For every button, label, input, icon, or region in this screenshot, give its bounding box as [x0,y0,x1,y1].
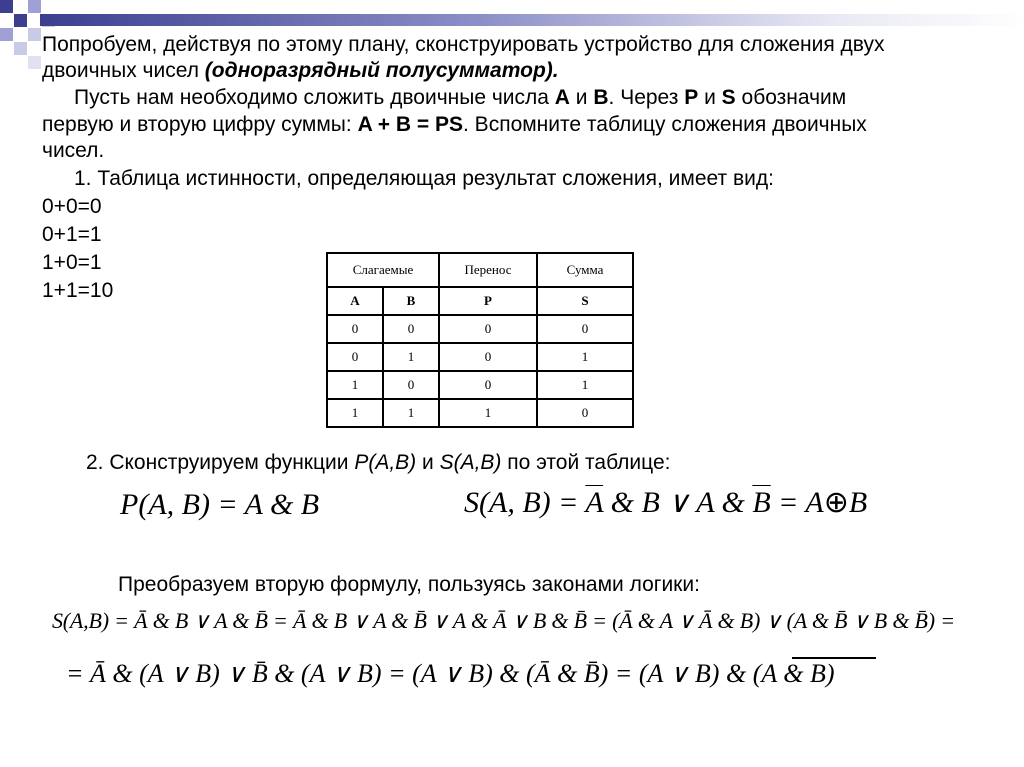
table-cell: 0 [383,315,439,343]
paragraph2-line2: первую и вторую цифру суммы: A + B = PS. Вспомните таблицу сложения двоичных [42,113,867,136]
long-formula-1: S(A,B) = Ā & B ∨ A & B̄ = Ā & B ∨ A & B̄ ∨ A & Ā ∨ B & B̄ = (Ā & A ∨ Ā & B) ∨ (A & B̄ ∨ B & B̄) = [52,608,955,633]
sum-line: 1+0=1 [42,251,102,274]
table-cell: 0 [439,343,537,371]
paragraph5: Преобразуем вторую формулу, пользуясь законами логики: [118,573,700,596]
deco-square [14,14,27,27]
sum-line: 0+1=1 [42,223,102,246]
table-row [327,399,633,427]
long-formula-2: = Ā & (A ∨ B) ∨ B̄ & (A ∨ B) = (A ∨ B) & (Ā & B̄) = (A ∨ B) & (A & B) [66,659,835,688]
deco-square [28,28,41,41]
sum-line: 0+0=0 [42,195,102,218]
paragraph1-line1: Попробуем, действуя по этому плану, сконструировать устройство для сложения двух [42,33,885,56]
table-cell: 0 [439,371,537,399]
deco-square [0,28,13,41]
table-subheader: A [327,287,383,315]
formula-p: P(A, B) = A & B [120,488,320,521]
deco-square [0,0,13,13]
header-gradient-bar [40,14,1024,26]
deco-square [28,0,41,13]
paragraph4: 2. Сконструируем функции P(A,B) и S(A,B) по этой таблице: [86,451,671,474]
paragraph3: 1. Таблица истинности, определяющая результат сложения, имеет вид: [74,167,774,190]
table-row [327,371,633,399]
table-row [327,315,633,343]
table-row [327,343,633,371]
deco-square [28,56,41,69]
table-cell: 0 [537,315,633,343]
table-cell: 0 [327,343,383,371]
table-subheader: S [537,287,633,315]
deco-square [14,42,27,55]
table-cell: 0 [537,399,633,427]
table-cell: 1 [327,371,383,399]
paragraph2-line3: чисел. [42,139,105,162]
truth-table [326,252,634,428]
table-cell: 1 [383,343,439,371]
table-cell: 1 [439,399,537,427]
table-header: Сумма [537,253,633,287]
table-cell: 1 [383,399,439,427]
paragraph2-line1: Пусть нам необходимо сложить двоичные числа A и B. Через P и S обозначим [74,86,847,109]
table-cell: 1 [327,399,383,427]
table-cell: 1 [537,371,633,399]
table-cell: 0 [327,315,383,343]
paragraph1-line2: двоичных чисел (одноразрядный полусумматор). [42,59,559,82]
table-subheader: B [383,287,439,315]
formula-s: S(A, $B) = \overline{A}$ & B ∨ A & $\overline{B}$ = A⊕B [464,486,868,519]
table-subheader: P [439,287,537,315]
sum-line: 1+1=10 [42,279,114,302]
table-cell: 0 [383,371,439,399]
table-header: Перенос [439,253,537,287]
negation-overline [792,657,876,659]
table-cell: 0 [439,315,537,343]
table-header: Слагаемые [327,253,439,287]
table-cell: 1 [537,343,633,371]
